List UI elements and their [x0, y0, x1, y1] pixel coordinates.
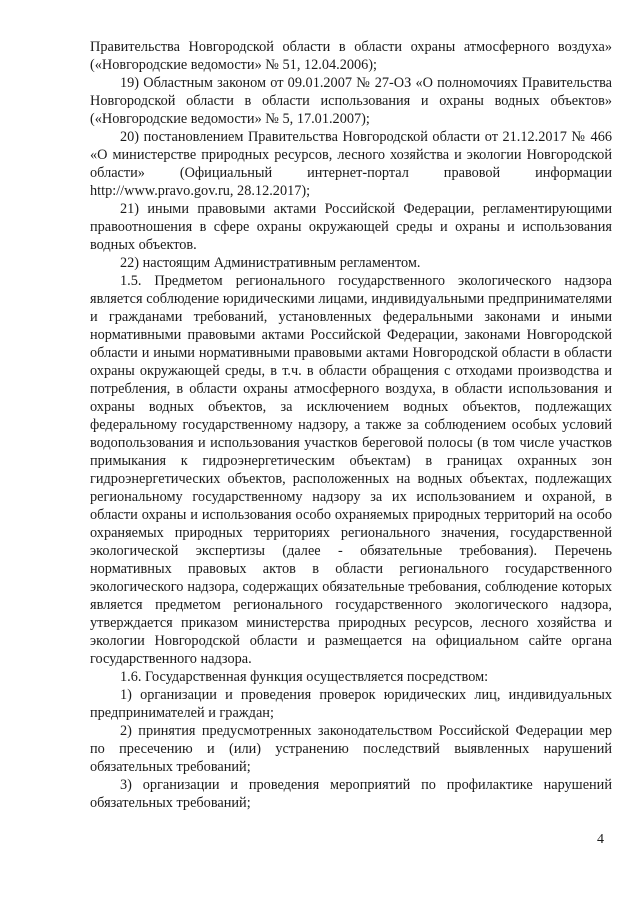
paragraph-item-21: 21) иными правовыми актами Российской Федерации, регламентирующими правоотношения в сфере охраны окружающей среды и охраны и использования водных объектов. — [90, 201, 612, 253]
paragraph-item-19: 19) Областным законом от 09.01.2007 № 27-ОЗ «О полномочиях Правительства Новгородской области в области использования и охраны водных объектов» («Новгородские ведомости» № 5, 17.01.2007); — [90, 75, 612, 127]
paragraph-item-20: 20) постановлением Правительства Новгородской области от 21.12.2017 № 466 «О министерстве природных ресурсов, лесного хозяйства и экологии Новгородской области» (Официальный интернет-портал правовой информации http://www.pravo.gov.ru, 28.12.2017); — [90, 129, 612, 199]
document-body — [90, 38, 612, 812]
paragraph-continuation: Правительства Новгородской области в области охраны атмосферного воздуха» («Новгородские ведомости» № 51, 12.04.2006); — [90, 39, 612, 73]
paragraph-list-item-1: 1) организации и проведения проверок юридических лиц, индивидуальных предпринимателей и граждан; — [90, 687, 612, 721]
page-number: 4 — [597, 832, 604, 847]
paragraph-section-1-6: 1.6. Государственная функция осуществляется посредством: — [120, 669, 489, 685]
paragraph-section-1-5: 1.5. Предметом регионального государственного экологического надзора является соблюдение юридическими лицами, индивидуальными предпринимателями и гражданами требований, установленных федеральными законами и иными нормативными правовыми актами Российской Федерации, законами Новгородской области и иными нормативными правовыми актами Новгородской области в области охраны окружающей среды, в т.ч. в области обращения с отходами производства и потребления, в области охраны атмосферного воздуха, в области использования и охраны водных объектов, за исключением водных объектов, подлежащих федеральному государственному надзору, а также за соблюдением особых условий водопользования и использования участков береговой полосы (в том числе участков примыкания к гидроэнергетическим объектам) в границах охранных зон гидроэнергетических объектов, расположенных на водных объектах, подлежащих региональному государственному надзору за их использованием и охраной, в области охраны и использования особо охраняемых природных территорий на особо охраняемых природных территориях регионального значения, государственной экологической экспертизы (далее - обязательные требования). Перечень нормативных правовых актов в области регионального государственного экологического надзора, содержащих обязательные требования, соблюдение которых является предметом регионального государственного экологического надзора, утверждается приказом министерства природных ресурсов, лесного хозяйства и экологии Новгородской области и размещается на официальном сайте органа государственного надзора. — [90, 273, 612, 667]
paragraph-list-item-2: 2) принятия предусмотренных законодательством Российской Федерации мер по пресечению и (или) устранению последствий выявленных нарушений обязательных требований; — [90, 723, 612, 775]
paragraph-item-22: 22) настоящим Административным регламентом. — [120, 255, 421, 271]
paragraph-list-item-3: 3) организации и проведения мероприятий по профилактике нарушений обязательных требований; — [90, 777, 612, 811]
